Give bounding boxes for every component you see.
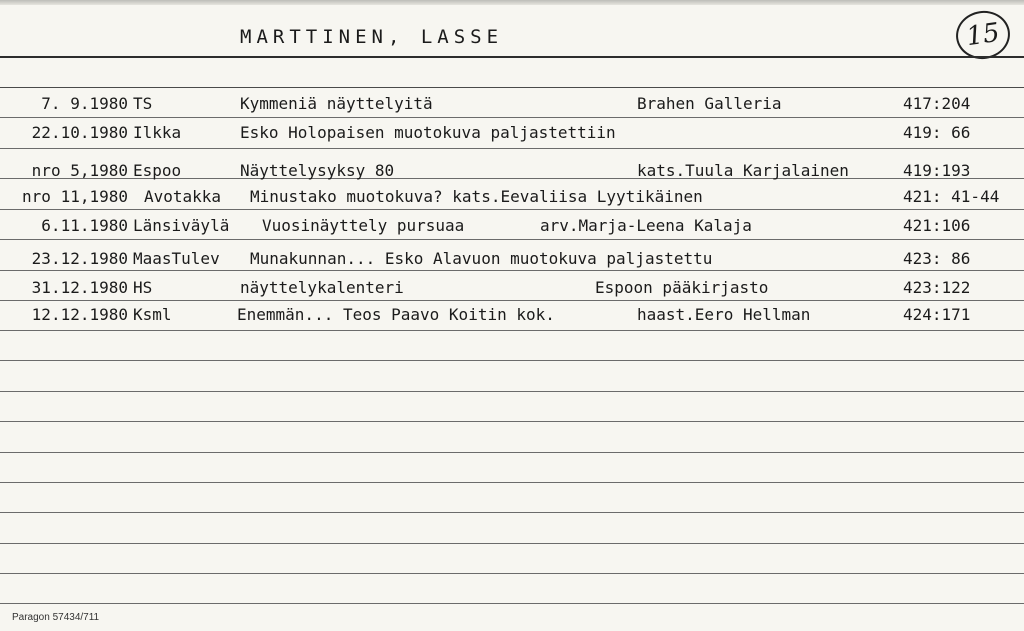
entry-title: Kymmeniä näyttelyitä [240, 94, 433, 113]
card-entry [0, 121, 1024, 145]
entry-note: haast.Eero Hellman [637, 305, 811, 324]
card-entry [0, 92, 1024, 116]
entry-title: näyttelykalenteri [240, 278, 404, 297]
card-heading: MARTTINEN, LASSE [240, 26, 504, 48]
entry-source: Ksml [133, 305, 172, 324]
rule-line [0, 87, 1024, 88]
entry-reference: 419:193 [903, 161, 971, 180]
entry-reference: 424:171 [903, 305, 971, 324]
entry-title: Esko Holopaisen muotokuva paljastettiin [240, 123, 616, 142]
rule-line [0, 452, 1024, 453]
entry-source: TS [133, 94, 153, 113]
entry-date: nro 5,1980 [31, 161, 128, 180]
entry-date: 22.10.1980 [31, 123, 128, 142]
rule-line [0, 360, 1024, 361]
entry-reference: 423:122 [903, 278, 971, 297]
entry-note: kats.Tuula Karjalainen [637, 161, 849, 180]
entry-source: Avotakka [144, 187, 222, 206]
entry-title: Vuosinäyttely pursuaa [262, 216, 465, 235]
entry-title: Näyttelysyksy 80 [240, 161, 395, 180]
entry-title: Munakunnan... Esko Alavuon muotokuva paljastettu [250, 249, 713, 268]
entry-reference: 419: 66 [903, 123, 971, 142]
entry-date: 23.12.1980 [31, 249, 128, 268]
rule-line [0, 209, 1024, 210]
entry-reference: 421:106 [903, 216, 971, 235]
entry-source: HS [133, 278, 153, 297]
rule-line [0, 117, 1024, 118]
entry-reference: 417:204 [903, 94, 971, 113]
entry-date: 7. 9.1980 [41, 94, 128, 113]
entry-reference: 421: 41-44 [903, 187, 1000, 206]
entry-reference: 423: 86 [903, 249, 971, 268]
entry-title: Minustako muotokuva? kats.Eevaliisa Lyytikäinen [250, 187, 703, 206]
card-entry [0, 159, 1024, 183]
entry-date: 6.11.1980 [41, 216, 128, 235]
entry-note: arv.Marja-Leena Kalaja [540, 216, 752, 235]
entry-source: Ilkka [133, 123, 182, 142]
entry-title: Enemmän... Teos Paavo Koitin kok. [237, 305, 555, 324]
rule-line [0, 239, 1024, 240]
entry-date: 12.12.1980 [31, 305, 128, 324]
rule-line [0, 421, 1024, 422]
entry-source: Espoo [133, 161, 182, 180]
header-rule [0, 56, 1024, 58]
card-top-edge [0, 0, 1024, 5]
rule-line [0, 482, 1024, 483]
entry-date: nro 11,1980 [22, 187, 128, 206]
rule-line [0, 148, 1024, 149]
card-entry [0, 303, 1024, 327]
rule-line [0, 300, 1024, 301]
rule-line [0, 543, 1024, 544]
entry-note: Espoon pääkirjasto [595, 278, 769, 297]
card-entry [0, 185, 1024, 209]
card-entry [0, 214, 1024, 238]
entry-source: Länsiväylä [133, 216, 230, 235]
rule-line [0, 512, 1024, 513]
rule-line [0, 603, 1024, 604]
entry-date: 31.12.1980 [31, 278, 128, 297]
rule-line [0, 573, 1024, 574]
card-entry [0, 276, 1024, 300]
card-entry [0, 247, 1024, 271]
card-footer-print: Paragon 57434/711 [12, 612, 100, 623]
entry-note: Brahen Galleria [637, 94, 782, 113]
card-number-circle: 15 [953, 7, 1013, 62]
rule-line [0, 330, 1024, 331]
entry-source: MaasTulev [133, 249, 220, 268]
rule-line [0, 391, 1024, 392]
